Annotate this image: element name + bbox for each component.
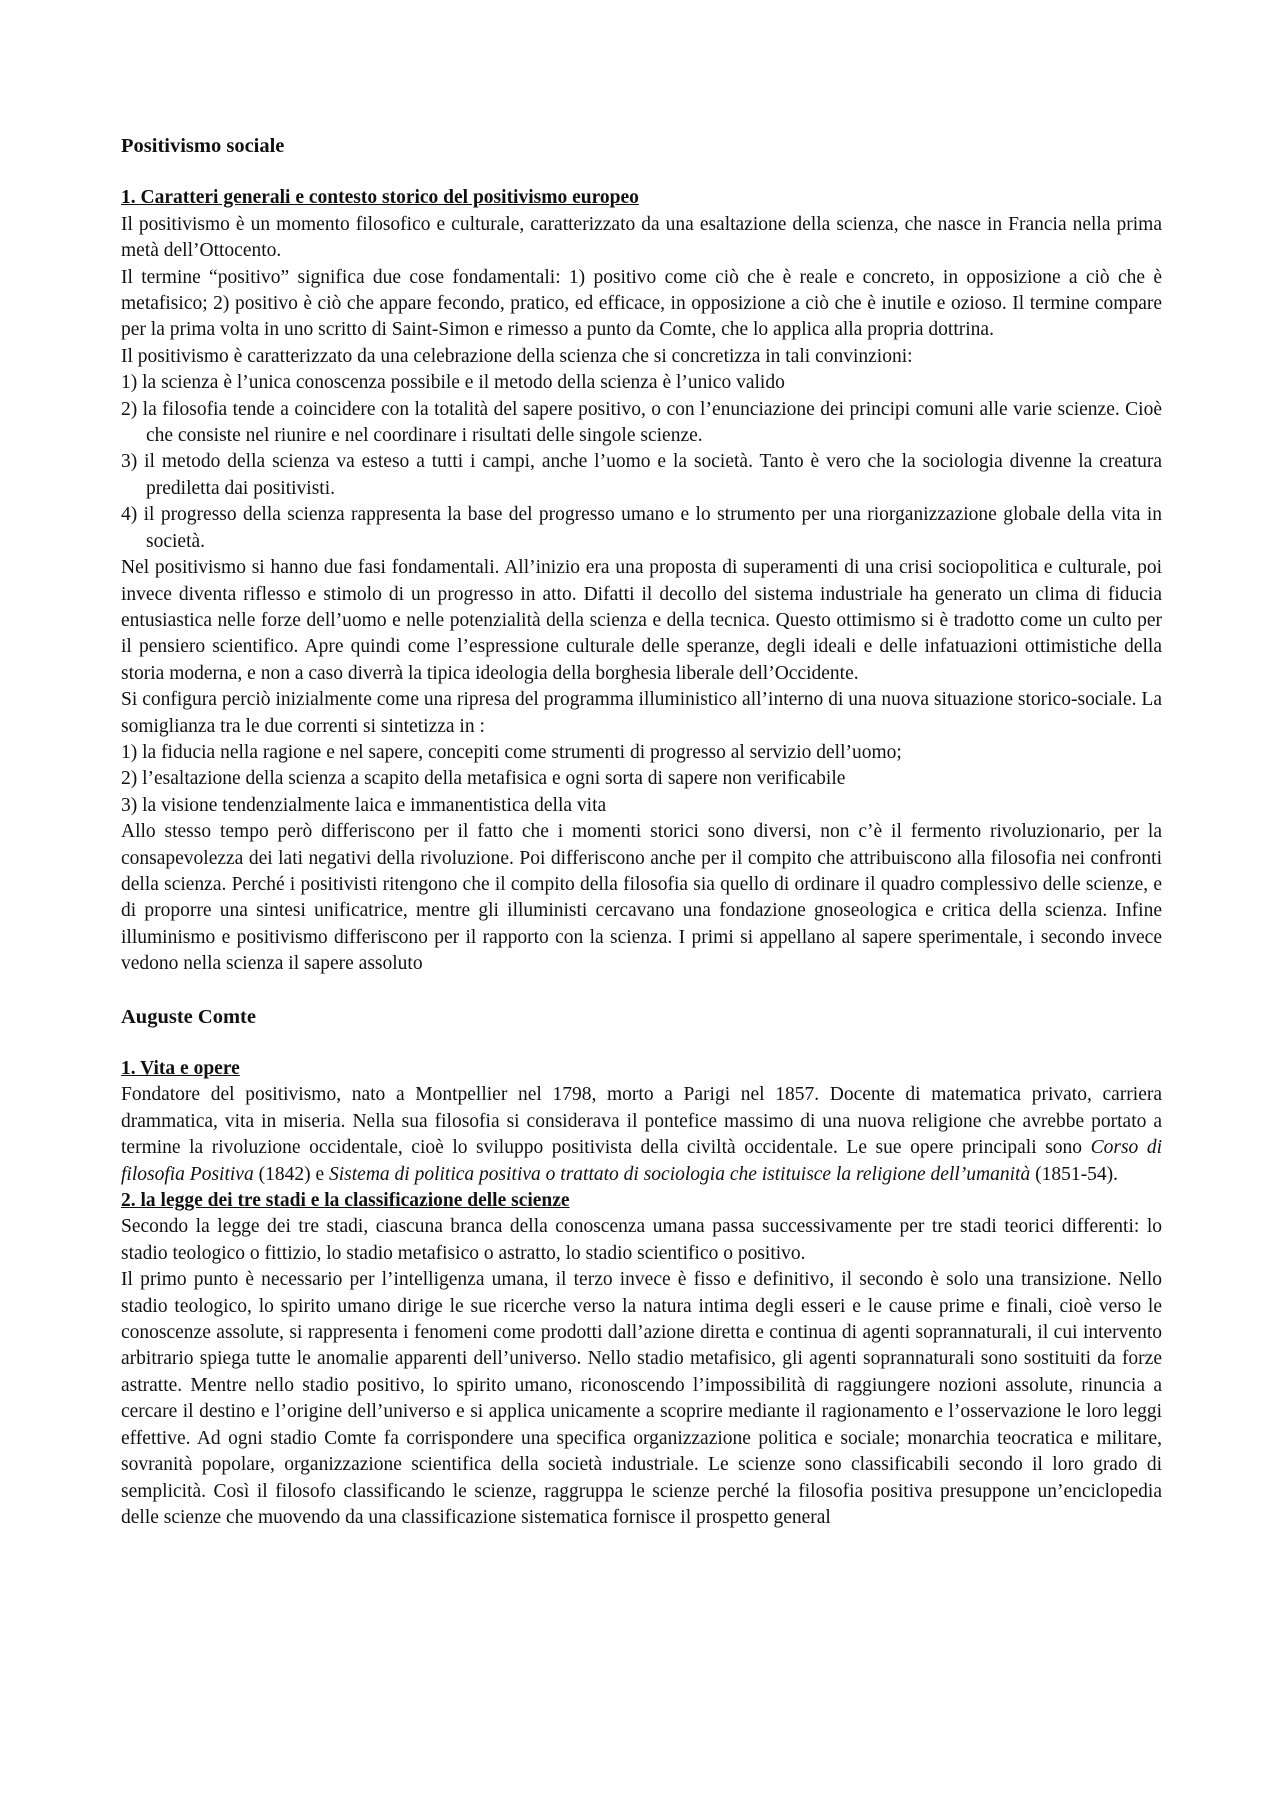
paragraph: Il primo punto è necessario per l’intelligenza umana, il terzo invece è fisso e definitivo, il secondo è solo una transizione. Nello stadio teologico, lo spirito umano dirige le sue ricerche verso la natura intima degli esseri e le cause prime e finali, cioè verso le conoscenze assolute, si rappresenta i fenomeni come prodotti dall’azione diretta e continua di agenti soprannaturali, il cui intervento arbitrario spiega tutte le anomalie apparenti dell’universo. Nello stadio metafisico, gli agenti soprannaturali sono sostituiti da forze astratte. Mentre nello stadio positivo, lo spirito umano, riconoscendo l’impossibilità di raggiungere nozioni assolute, rinuncia a cercare il destino e l’origine dell’universo e si applica unicamente a scoprire mediante il ragionamento e l’osservazione le loro leggi effettive. Ad ogni stadio Comte fa corrispondere una specifica organizzazione politica e sociale; monarchia teocratica e militare, sovranità popolare, organizzazione scientifica della società industriale. Le scienze sono classificabili secondo il loro grado di semplicità. Così il filosofo classificando le scienze, raggruppa le scienze perché la filosofia positiva presuppone un’enciclopedia delle scienze che muovendo da una classificazione sistematica fornisce il prospetto general <box>121 1269 1162 1528</box>
text-run: (1842) e <box>253 1163 329 1185</box>
list-item: 1) la fiducia nella ragione e nel sapere, concepiti come strumenti di progresso al servizio dell’uomo; <box>121 741 902 763</box>
paragraph <box>121 1082 1162 1188</box>
paragraph: Il positivismo è un momento filosofico e culturale, caratterizzato da una esaltazione della scienza, che nasce in Francia nella prima metà dell’Ottocento. <box>121 213 1162 262</box>
subheading-tre-stadi: 2. la legge dei tre stadi e la classificazione delle scienze <box>121 1190 570 1212</box>
list-item: 3) il metodo della scienza va esteso a tutti i campi, anche l’uomo e la società. Tanto è vero che la sociologia divenne la creatura prediletta dai positivisti. <box>121 451 1162 499</box>
subheading-caratteri-generali: 1. Caratteri generali e contesto storico del positivismo europeo <box>121 187 639 209</box>
spacer <box>121 978 1162 1004</box>
subheading-vita-opere: 1. Vita e opere <box>121 1058 240 1079</box>
paragraph: Il termine “positivo” significa due cose fondamentali: 1) positivo come ciò che è reale e concreto, in opposizione a ciò che è metafisico; 2) positivo è ciò che appare fecondo, pratico, ed efficace, in opposizione a ciò che è inutile e ozioso. Il termine compare per la prima volta in uno scritto di Saint-Simon e rimesso a punto da Comte, che lo applica alla propria dottrina. <box>121 266 1162 341</box>
list-item: 2) la filosofia tende a coincidere con la totalità del sapere positivo, o con l’enunciazione dei principi comuni alle varie scienze. Cioè che consiste nel riunire e nel coordinare i risultati delle singole scienze. <box>121 398 1162 447</box>
work-title: Corso di filosofia Positiva <box>121 1137 1162 1185</box>
text-run: (1851-54). <box>1030 1163 1118 1185</box>
section-title-positivismo: Positivismo sociale <box>121 135 285 157</box>
section-title-comte: Auguste Comte <box>121 1005 256 1028</box>
paragraph: Nel positivismo si hanno due fasi fondamentali. All’inizio era una proposta di superamenti di una crisi sociopolitica e culturale, poi invece diventa riflesso e stimolo di un progresso in atto. Difatti il decollo del sistema industriale ha generato un clima di fiducia entusiastica nelle forze dell’uomo e nelle potenzialità della scienza e della tecnica. Questo ottimismo si è tradotto come un culto per il pensiero scientifico. Apre quindi come l’espressione culturale delle speranze, degli ideali e delle infatuazioni ottimistiche della storia moderna, e non a caso diverrà la tipica ideologia della borghesia liberale dell’Occidente. <box>121 557 1162 684</box>
list-item: 3) la visione tendenzialmente laica e immanentistica della vita <box>121 794 607 816</box>
work-title: Sistema di politica positiva o trattato di sociologia che istituisce la religione dell’umanità <box>329 1163 1031 1185</box>
list-item: 1) la scienza è l’unica conoscenza possibile e il metodo della scienza è l’unico valido <box>121 372 785 394</box>
paragraph: Si configura perciò inizialmente come una ripresa del programma illuministico all’interno di una nuova situazione storico-sociale. La somiglianza tra le due correnti si sintetizza in : <box>121 689 1162 737</box>
paragraph: Il positivismo è caratterizzato da una celebrazione della scienza che si concretizza in tali convinzioni: <box>121 345 913 367</box>
list-item: 4) il progresso della scienza rappresenta la base del progresso umano e lo strumento per una riorganizzazione globale della vita in società. <box>121 504 1162 552</box>
text-run: Fondatore del positivismo, nato a Montpellier nel 1798, morto a Parigi nel 1857. Docente di matematica privato, carriera drammatica, vita in miseria. Nella sua filosofia si considerava il pontefice massimo di una nuova religione che avrebbe portato a termine la rivoluzione occidentale, cioè lo sviluppo positivista della civiltà occidentale. Le sue opere principali sono <box>121 1084 1162 1159</box>
paragraph: Allo stesso tempo però differiscono per il fatto che i momenti storici sono diversi, non c’è il fermento rivoluzionario, per la consapevolezza dei lati negativi della rivoluzione. Poi differiscono anche per il compito che attribuiscono alla filosofia nei confronti della scienza. Perché i positivisti ritengono che il compito della filosofia sia quello di ordinare il quadro complessivo delle scienze, e di proporre una sintesi unificatrice, mentre gli illuministi cercavano una fondazione gnoseologica e critica della scienza. Infine illuminismo e positivismo differiscono per il rapporto con la scienza. I primi si appellano al sapere sperimentale, i secondo invece vedono nella scienza il sapere assoluto <box>121 821 1162 975</box>
list-item: 2) l’esaltazione della scienza a scapito della metafisica e ogni sorta di sapere non verificabile <box>121 768 846 790</box>
paragraph: Secondo la legge dei tre stadi, ciascuna branca della conoscenza umana passa successivamente per tre stadi teorici differenti: lo stadio teologico o fittizio, lo stadio metafisico o astratto, lo stadio scientifico o positivo. <box>121 1216 1162 1264</box>
